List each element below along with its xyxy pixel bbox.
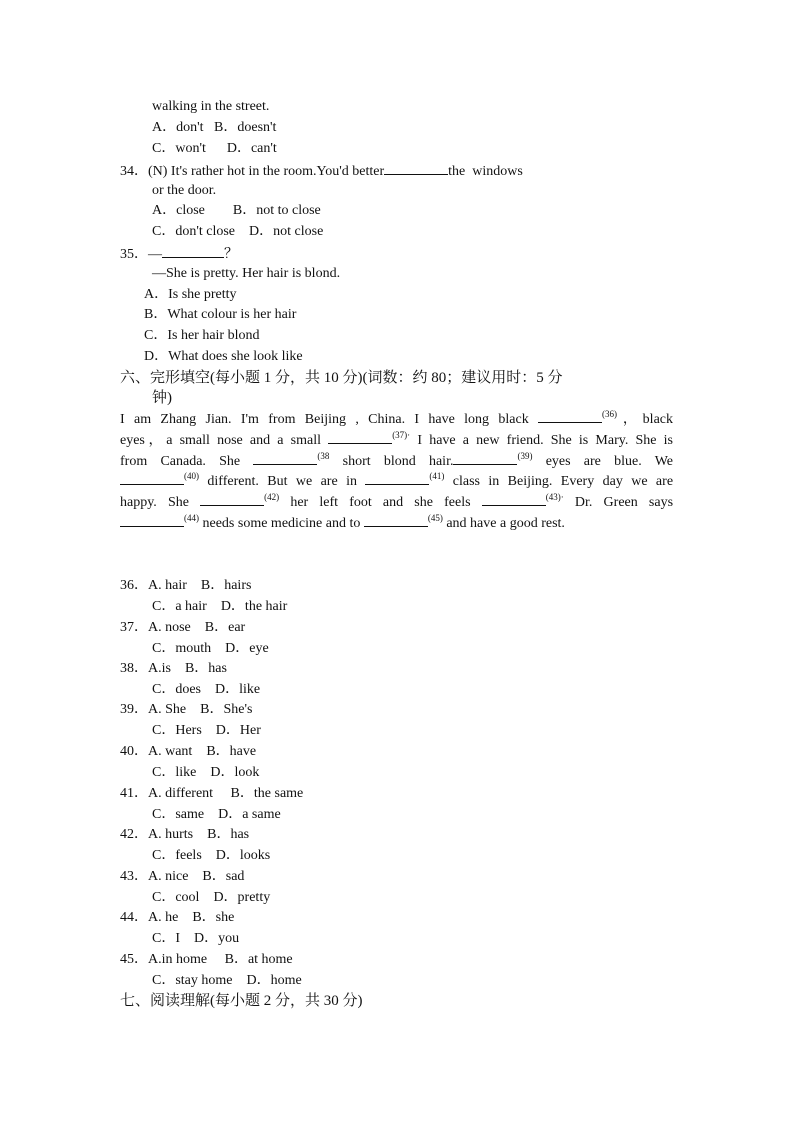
question-36-row2: C．a hair D．the hair [152,599,288,614]
question-45-row1: 45．A.in home B．at home [120,952,293,967]
q33-options-row2: C．won't D．can't [152,141,277,156]
passage-row-5: happy. She $^{(42)}$ her left foot and she feels $^{(43)\cdot}$ Dr. Green says [120,492,674,511]
q35-blank [162,244,224,258]
blank-42 [200,492,264,506]
blank-43 [482,492,546,506]
blank-36 [538,409,602,423]
q34-options-row2: C．don't close D．not close [152,224,324,239]
section6-title: 六、完形填空(每小题 1 分，共 10 分)(词数：约 80；建议用时：5 分 [120,370,563,386]
question-39-row1: 39．A. She B．She's [120,702,253,717]
question-40-row1: 40．A. want B．have [120,744,257,759]
question-41-row1: 41．A. different B．the same [120,786,304,801]
q35-option-b: B．What colour is her hair [144,307,297,322]
question-42-row1: 42．A. hurts B．has [120,827,250,842]
question-38-row2: C．does D．like [152,682,261,697]
q35-dash: — [148,247,162,262]
passage-row-1: I am Zhang Jian. I'm from Beijing , China. I have long black $^{(36)}$，black [120,409,673,427]
q33-stem-continuation: walking in the street. [152,99,270,114]
question-38-row1: 38．A.is B．has [120,661,227,676]
question-36-row1: 36．A. hair B．hairs [120,578,252,593]
passage-row-6: $^{(44)}$ needs some medicine and to $^{(45)}$ and have a good rest. [120,513,673,534]
q35-question-mark: ？ [224,247,238,262]
q34-number: 34． [120,164,148,179]
q34-stem-continuation: or the door. [152,183,217,198]
q33-options-row1: A．don't B．doesn't [152,120,277,135]
passage-row-4: $^{(40)}$ different. But we are in $^{(41)}$ class in Beijing. Every day we are [120,471,673,492]
question-40-row2: C．like D．look [152,765,260,780]
blank-37 [328,430,392,444]
blank-41 [365,471,429,485]
question-44-row1: 44．A. he B．she [120,910,235,925]
blank-44 [120,513,184,527]
blank-45 [364,513,428,527]
question-37-row2: C．mouth D．eye [152,641,269,656]
question-42-row2: C．feels D．looks [152,848,271,863]
section7-title: 七、阅读理解(每小题 2 分，共 30 分) [120,993,363,1009]
blank-38 [253,451,317,465]
question-44-row2: C．I D．you [152,931,240,946]
blank-39 [453,451,517,465]
cloze-passage [120,409,673,534]
question-41-row2: C．same D．a same [152,807,281,822]
q35-number: 35． [120,247,148,262]
q34-stem-part2: the windows [448,164,523,179]
q35-option-d: D．What does she look like [144,349,303,364]
q35-stem [120,244,238,264]
section6-title-continuation: 钟) [152,390,172,406]
q35-option-a: A．Is she pretty [144,287,237,302]
question-43-row2: C．cool D．pretty [152,890,271,905]
q35-answer: —She is pretty. Her hair is blond. [152,266,341,281]
q34-options-row1: A．close B．not to close [152,203,321,218]
q34-stem-part1: (N) It's rather hot in the room.You'd better [148,164,385,179]
blank-40 [120,471,184,485]
question-43-row1: 43．A. nice B．sad [120,869,245,884]
q34-stem [120,161,523,181]
passage-row-2: eyes，a small nose and a small $^{(37)\cdot}$ I have a new friend. She is Mary. She is [120,429,674,448]
q34-blank [384,161,448,175]
q35-option-c: C．Is her hair blond [144,328,260,343]
question-37-row1: 37．A. nose B．ear [120,620,246,635]
question-39-row2: C．Hers D．Her [152,723,261,738]
question-45-row2: C．stay home D．home [152,973,302,988]
passage-row-3: from Canada. She $^{(38}$ short blond hair. $^{(39)}$ eyes are blue. We [120,450,674,469]
